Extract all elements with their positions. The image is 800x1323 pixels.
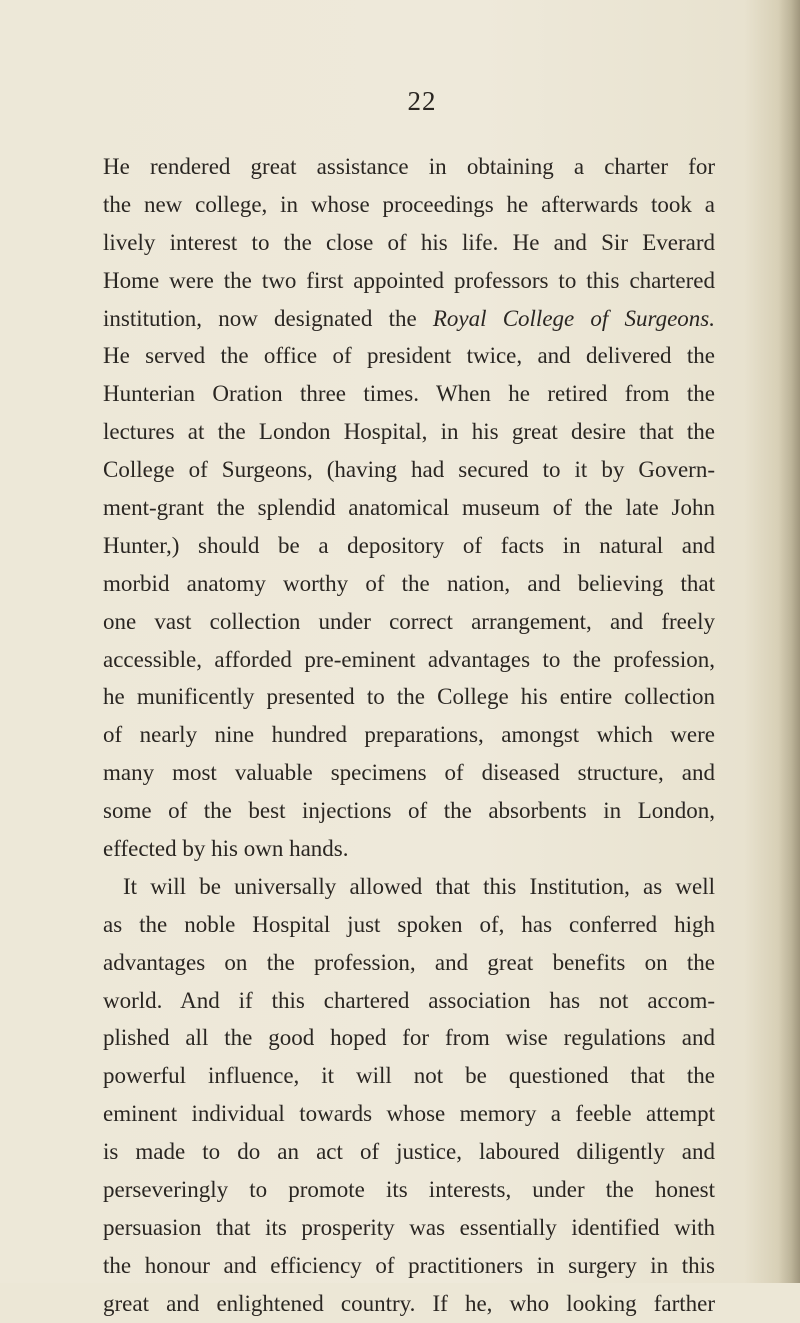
text-line: Home were the two first appointed professors to this chartered [103, 267, 715, 293]
text-line: perseveringly to promote its interests, under the honest [103, 1177, 715, 1203]
text-line: lectures at the London Hospital, in his great desire that the [103, 419, 715, 445]
text-line: College of Surgeons, (having had secured to it by Govern- [103, 457, 715, 483]
text-run: institution, now designated the [103, 305, 417, 331]
text-line: many most valuable specimens of diseased structure, and [103, 760, 715, 786]
text-line: Hunterian Oration three times. When he retired from the [103, 381, 715, 407]
text-line: lively interest to the close of his life. He and Sir Everard [103, 229, 715, 255]
text-line: Hunter,) should be a depository of facts in natural and [103, 532, 715, 558]
text-line: morbid anatomy worthy of the nation, and believing that [103, 570, 715, 596]
text-line-paragraph-end: effected by his own hands. [103, 836, 349, 862]
text-line: persuasion that its prosperity was essentially identified with [103, 1214, 715, 1240]
text-line: He served the office of president twice, and delivered the [103, 343, 715, 369]
text-line: the new college, in whose proceedings he afterwards took a [103, 191, 715, 217]
text-line: ment-grant the splendid anatomical museum of the late John [103, 495, 715, 521]
text-line: great and enlightened country. If he, who looking farther [103, 1290, 715, 1316]
page-edge-shadow [778, 0, 800, 1283]
text-line: he munificently presented to the College his entire collection [103, 684, 715, 710]
text-line: eminent individual towards whose memory a feeble attempt [103, 1101, 715, 1127]
text-line: is made to do an act of justice, laboured diligently and [103, 1139, 715, 1165]
text-line: as the noble Hospital just spoken of, has conferred high [103, 911, 715, 937]
text-line: of nearly nine hundred preparations, amongst which were [103, 722, 715, 748]
text-line: some of the best injections of the absorbents in London, [103, 798, 715, 824]
text-line [103, 300, 715, 338]
text-line: world. And if this chartered association has not accom- [103, 987, 715, 1013]
text-line: accessible, afforded pre-eminent advantages to the profession, [103, 646, 715, 672]
text-line: powerful influence, it will not be questioned that the [103, 1063, 715, 1089]
text-line: one vast collection under correct arrangement, and freely [103, 608, 715, 634]
page-number: 22 [407, 86, 437, 116]
text-line: the honour and efficiency of practitioners in surgery in this [103, 1252, 715, 1278]
body-text [103, 148, 715, 1323]
text-line-paragraph-start: It will be universally allowed that this Institution, as well [123, 873, 715, 899]
text-line: plished all the good hoped for from wise regulations and [103, 1025, 715, 1051]
text-line: He rendered great assistance in obtaining a charter for [103, 154, 715, 179]
text-line: advantages on the profession, and great benefits on the [103, 949, 715, 975]
italic-title: Royal College of Surgeons. [432, 305, 715, 331]
